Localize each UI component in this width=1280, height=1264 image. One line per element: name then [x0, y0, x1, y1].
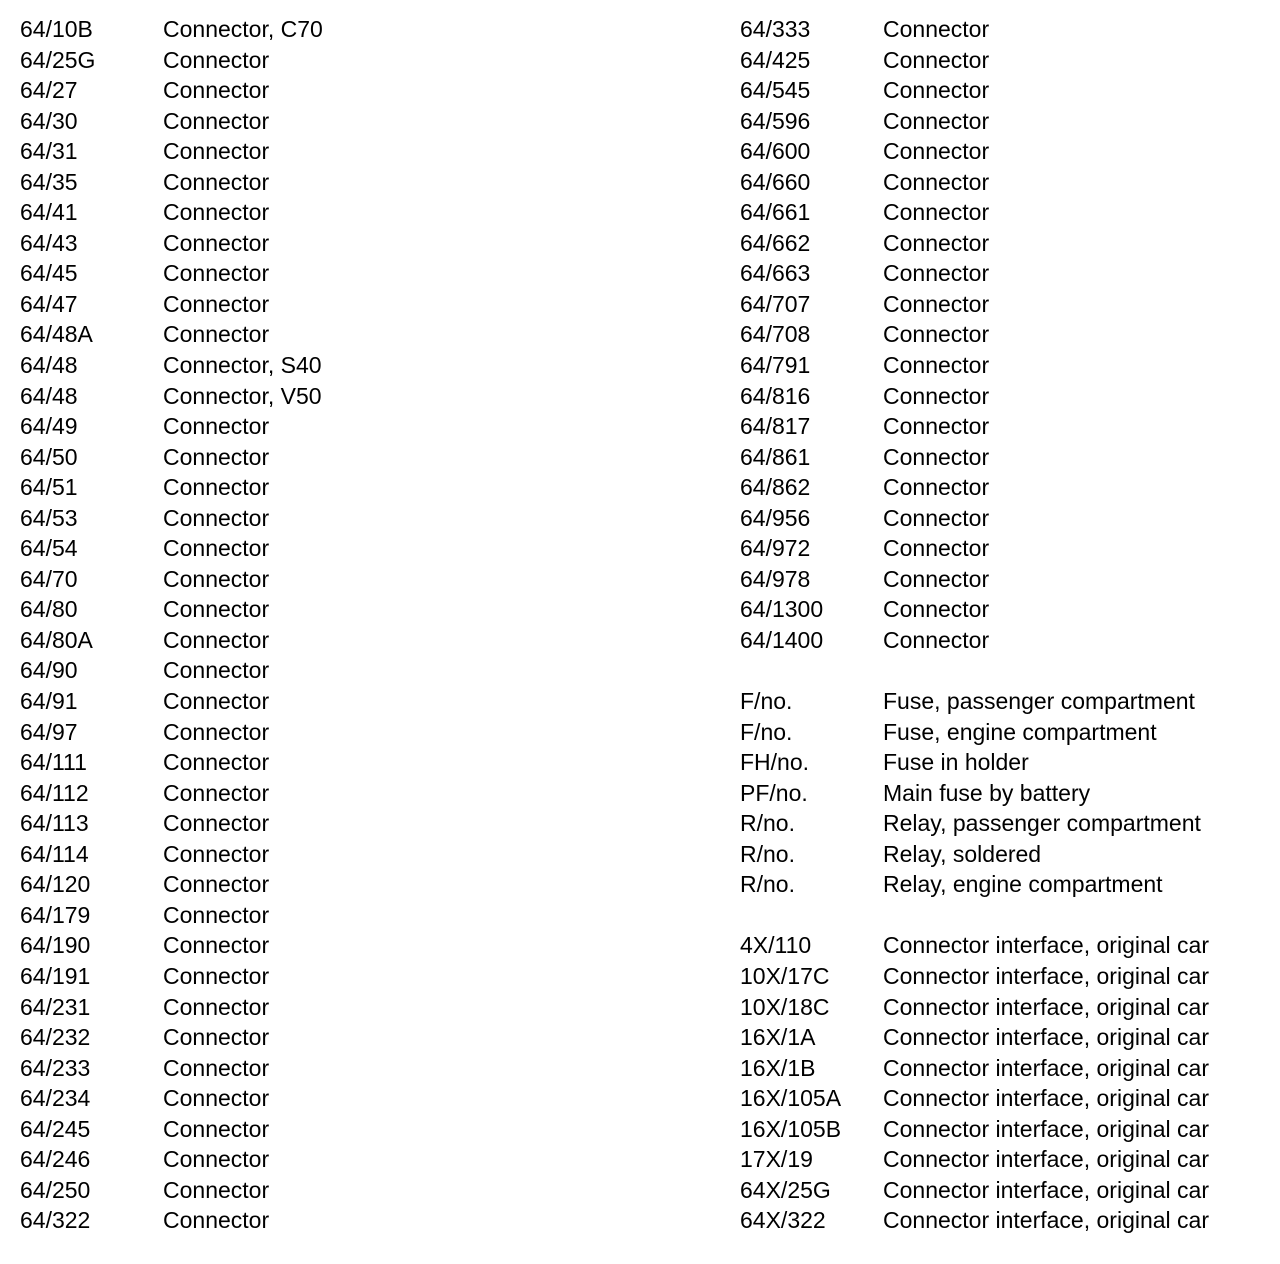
item-code — [740, 900, 883, 931]
item-code: 64/48A — [20, 321, 93, 348]
item-description: Connector — [163, 1085, 270, 1112]
item-code: 64/978 — [740, 565, 811, 592]
item-code: 64/245 — [20, 1115, 91, 1142]
list-item — [740, 594, 1270, 625]
list-item — [740, 106, 1270, 137]
item-code: 64/10B — [20, 16, 93, 42]
item-code: 64/25G — [20, 46, 96, 73]
list-item — [20, 625, 640, 656]
item-description: Connector — [163, 107, 270, 134]
list-item — [740, 900, 1270, 931]
item-code: 64/708 — [740, 321, 811, 348]
list-item — [740, 75, 1270, 106]
item-description: Connector — [883, 46, 990, 73]
item-description: Connector — [163, 962, 270, 989]
list-item — [740, 45, 1270, 76]
item-code: 64/250 — [20, 1176, 91, 1203]
item-description: Connector — [883, 321, 990, 348]
item-code: 64/43 — [20, 229, 78, 256]
item-description: Connector — [163, 168, 270, 195]
item-description: Connector — [883, 626, 990, 653]
item-description — [883, 900, 1270, 931]
item-code: 64/600 — [740, 138, 811, 165]
item-code: 64/231 — [20, 993, 91, 1020]
item-code: 64/90 — [20, 657, 78, 684]
left-column — [20, 14, 640, 1236]
list-item — [740, 1053, 1270, 1084]
list-item — [740, 1083, 1270, 1114]
list-item — [20, 839, 640, 870]
list-item — [20, 686, 640, 717]
item-code: 64/111 — [20, 749, 87, 776]
item-description: Relay, engine compartment — [883, 871, 1163, 898]
item-description: Connector — [163, 565, 270, 592]
item-description: Relay, passenger compartment — [883, 810, 1201, 837]
list-item — [20, 747, 640, 778]
item-description: Connector — [883, 199, 990, 226]
item-code: 64/663 — [740, 260, 811, 287]
list-item — [20, 503, 640, 534]
list-item — [20, 961, 640, 992]
list-item — [740, 930, 1270, 961]
item-code: 64/113 — [20, 810, 89, 837]
item-code: 64/120 — [20, 871, 91, 898]
list-item — [740, 747, 1270, 778]
list-item — [20, 258, 640, 289]
item-description: Connector — [163, 1146, 270, 1173]
item-code: 64/425 — [740, 46, 811, 73]
list-item — [740, 1022, 1270, 1053]
list-item — [740, 961, 1270, 992]
list-item — [20, 1083, 640, 1114]
list-item — [740, 778, 1270, 809]
item-code: 64/80 — [20, 596, 78, 623]
list-item — [740, 808, 1270, 839]
list-item — [740, 136, 1270, 167]
item-code: 4X/110 — [740, 932, 812, 959]
item-description: Connector interface, original car — [883, 1207, 1209, 1234]
item-description: Connector — [883, 474, 990, 501]
item-description: Connector interface, original car — [883, 1146, 1209, 1173]
item-description: Connector, V50 — [163, 382, 322, 409]
item-description: Connector — [163, 1024, 270, 1051]
item-code: 64/1300 — [740, 596, 824, 623]
item-code: 64/97 — [20, 718, 78, 745]
list-item — [20, 75, 640, 106]
item-code: F/no. — [740, 688, 793, 715]
list-item — [740, 472, 1270, 503]
item-code: 64/30 — [20, 107, 78, 134]
list-item — [740, 503, 1270, 534]
item-code: 64/91 — [20, 688, 78, 715]
list-item — [20, 167, 640, 198]
item-code: 16X/105A — [740, 1085, 842, 1112]
item-description: Main fuse by battery — [883, 779, 1091, 806]
list-item — [740, 717, 1270, 748]
item-code: 64X/322 — [740, 1207, 826, 1234]
item-code: 64/817 — [740, 413, 811, 440]
item-description — [883, 655, 1270, 686]
item-description: Connector — [163, 779, 270, 806]
list-item — [740, 1144, 1270, 1175]
list-item — [740, 1205, 1270, 1236]
item-code: 64/956 — [740, 504, 811, 531]
item-code: 64/322 — [20, 1207, 91, 1234]
item-code: 64/596 — [740, 107, 811, 134]
item-code — [740, 655, 883, 686]
item-description: Connector — [883, 382, 990, 409]
item-description: Connector, S40 — [163, 352, 322, 379]
list-item — [20, 930, 640, 961]
item-code: 64/54 — [20, 535, 78, 562]
list-item — [20, 1205, 640, 1236]
item-description: Connector — [163, 657, 270, 684]
item-code: 16X/1B — [740, 1054, 816, 1081]
item-code: 16X/105B — [740, 1115, 842, 1142]
list-item — [740, 228, 1270, 259]
item-code: 64/190 — [20, 932, 91, 959]
item-description: Connector interface, original car — [883, 1176, 1209, 1203]
item-description: Connector — [163, 932, 270, 959]
item-code: 64/972 — [740, 535, 811, 562]
item-description: Connector — [163, 901, 270, 928]
item-code: 10X/17C — [740, 962, 830, 989]
item-code: R/no. — [740, 840, 795, 867]
list-item — [740, 442, 1270, 473]
item-code: 64/53 — [20, 504, 78, 531]
item-description: Connector interface, original car — [883, 932, 1209, 959]
list-item — [20, 289, 640, 320]
list-item — [20, 14, 640, 45]
item-description: Relay, soldered — [883, 840, 1042, 867]
item-description: Connector interface, original car — [883, 1024, 1209, 1051]
item-code: PF/no. — [740, 779, 808, 806]
item-code: 64/333 — [740, 16, 811, 42]
item-description: Connector — [163, 688, 270, 715]
item-description: Connector — [163, 46, 270, 73]
list-item — [20, 533, 640, 564]
item-code: R/no. — [740, 810, 795, 837]
item-code: 64/48 — [20, 382, 78, 409]
list-item — [20, 564, 640, 595]
item-description: Connector — [163, 749, 270, 776]
list-item — [740, 564, 1270, 595]
list-item — [20, 869, 640, 900]
item-description: Connector — [883, 107, 990, 134]
item-code: 17X/19 — [740, 1146, 813, 1173]
item-description: Connector — [163, 718, 270, 745]
list-item — [740, 686, 1270, 717]
list-item — [20, 1114, 640, 1145]
item-description: Connector interface, original car — [883, 1054, 1209, 1081]
list-item — [740, 625, 1270, 656]
item-description: Connector — [163, 290, 270, 317]
list-item — [740, 533, 1270, 564]
item-code: 64/47 — [20, 290, 78, 317]
item-code: 64/80A — [20, 626, 93, 653]
item-code: 64/707 — [740, 290, 811, 317]
list-item — [740, 1175, 1270, 1206]
item-code: 64/51 — [20, 474, 78, 501]
item-code: 64/660 — [740, 168, 811, 195]
list-item — [20, 350, 640, 381]
item-description: Connector — [163, 871, 270, 898]
item-description: Connector — [883, 352, 990, 379]
list-item — [20, 472, 640, 503]
item-code: 64/545 — [740, 77, 811, 104]
list-item — [20, 992, 640, 1023]
item-code: 64/816 — [740, 382, 811, 409]
item-description: Connector — [883, 138, 990, 165]
item-code: 64/661 — [740, 199, 811, 226]
item-description: Connector interface, original car — [883, 1085, 1209, 1112]
list-item — [20, 442, 640, 473]
item-code: F/no. — [740, 718, 793, 745]
item-description: Connector — [163, 77, 270, 104]
item-description: Fuse, engine compartment — [883, 718, 1157, 745]
item-code: 64X/25G — [740, 1176, 831, 1203]
item-description: Connector — [163, 993, 270, 1020]
item-description: Connector — [163, 1207, 270, 1234]
list-item — [20, 1144, 640, 1175]
list-item — [20, 381, 640, 412]
list-item — [740, 992, 1270, 1023]
item-description: Connector — [883, 443, 990, 470]
list-item — [20, 778, 640, 809]
item-description: Connector — [883, 565, 990, 592]
list-item — [740, 197, 1270, 228]
item-description: Connector — [163, 1176, 270, 1203]
item-code: 64/246 — [20, 1146, 91, 1173]
item-description: Connector — [163, 810, 270, 837]
item-code: 64/50 — [20, 443, 78, 470]
item-description: Connector — [883, 535, 990, 562]
item-code: 64/179 — [20, 901, 91, 928]
list-item — [20, 1175, 640, 1206]
item-code: 64/662 — [740, 229, 811, 256]
right-column — [740, 14, 1270, 1236]
list-item — [740, 319, 1270, 350]
item-code: 64/1400 — [740, 626, 824, 653]
list-item — [20, 136, 640, 167]
item-description: Connector — [883, 413, 990, 440]
item-description: Connector — [163, 626, 270, 653]
item-description: Fuse in holder — [883, 749, 1029, 776]
item-description: Connector — [163, 229, 270, 256]
item-code: 64/112 — [20, 779, 89, 806]
item-description: Connector — [163, 1054, 270, 1081]
item-description: Connector — [163, 596, 270, 623]
item-code: 10X/18C — [740, 993, 830, 1020]
item-description: Connector — [883, 229, 990, 256]
item-code: 64/233 — [20, 1054, 91, 1081]
item-code: 64/49 — [20, 413, 78, 440]
item-description: Connector — [883, 504, 990, 531]
list-item — [20, 808, 640, 839]
item-code: 64/35 — [20, 168, 78, 195]
list-item — [20, 319, 640, 350]
item-description: Connector interface, original car — [883, 962, 1209, 989]
list-item — [740, 350, 1270, 381]
item-description: Connector — [163, 504, 270, 531]
item-description: Fuse, passenger compartment — [883, 688, 1195, 715]
list-item — [20, 717, 640, 748]
list-item — [20, 900, 640, 931]
item-description: Connector — [883, 16, 990, 42]
list-item — [20, 45, 640, 76]
item-code: 64/861 — [740, 443, 811, 470]
item-description: Connector — [163, 138, 270, 165]
list-item — [740, 411, 1270, 442]
item-description: Connector — [163, 260, 270, 287]
item-description: Connector — [163, 199, 270, 226]
item-code: 64/862 — [740, 474, 811, 501]
item-description: Connector — [163, 535, 270, 562]
item-description: Connector — [163, 443, 270, 470]
list-item — [20, 228, 640, 259]
item-description: Connector — [883, 290, 990, 317]
list-item — [740, 14, 1270, 45]
item-code: R/no. — [740, 871, 795, 898]
list-item — [740, 289, 1270, 320]
item-description: Connector — [163, 413, 270, 440]
item-code: 64/31 — [20, 138, 78, 165]
item-description: Connector interface, original car — [883, 1115, 1209, 1142]
item-code: 64/234 — [20, 1085, 91, 1112]
list-item — [20, 655, 640, 686]
item-code: 64/41 — [20, 199, 78, 226]
item-description: Connector — [883, 168, 990, 195]
item-code: 64/27 — [20, 77, 78, 104]
list-item — [740, 167, 1270, 198]
list-item — [740, 381, 1270, 412]
list-item — [740, 839, 1270, 870]
list-item — [740, 655, 1270, 686]
item-description: Connector interface, original car — [883, 993, 1209, 1020]
item-code: 64/45 — [20, 260, 78, 287]
list-item — [20, 197, 640, 228]
item-code: 64/191 — [20, 962, 91, 989]
item-code: 64/791 — [740, 352, 811, 379]
item-code: 16X/1A — [740, 1024, 816, 1051]
item-description: Connector — [163, 474, 270, 501]
list-item — [740, 258, 1270, 289]
item-description: Connector — [883, 596, 990, 623]
item-code: 64/70 — [20, 565, 78, 592]
list-item — [740, 1114, 1270, 1145]
list-item — [20, 106, 640, 137]
item-description: Connector — [163, 840, 270, 867]
list-item — [20, 1022, 640, 1053]
item-code: 64/48 — [20, 352, 78, 379]
list-item — [740, 869, 1270, 900]
item-description: Connector — [883, 260, 990, 287]
list-item — [20, 594, 640, 625]
item-description: Connector — [163, 321, 270, 348]
item-description: Connector — [163, 1115, 270, 1142]
item-code: FH/no. — [740, 749, 810, 776]
item-code: 64/232 — [20, 1024, 91, 1051]
list-item — [20, 1053, 640, 1084]
item-description: Connector — [883, 77, 990, 104]
list-item — [20, 411, 640, 442]
item-description: Connector, C70 — [163, 16, 323, 42]
item-code: 64/114 — [20, 840, 89, 867]
